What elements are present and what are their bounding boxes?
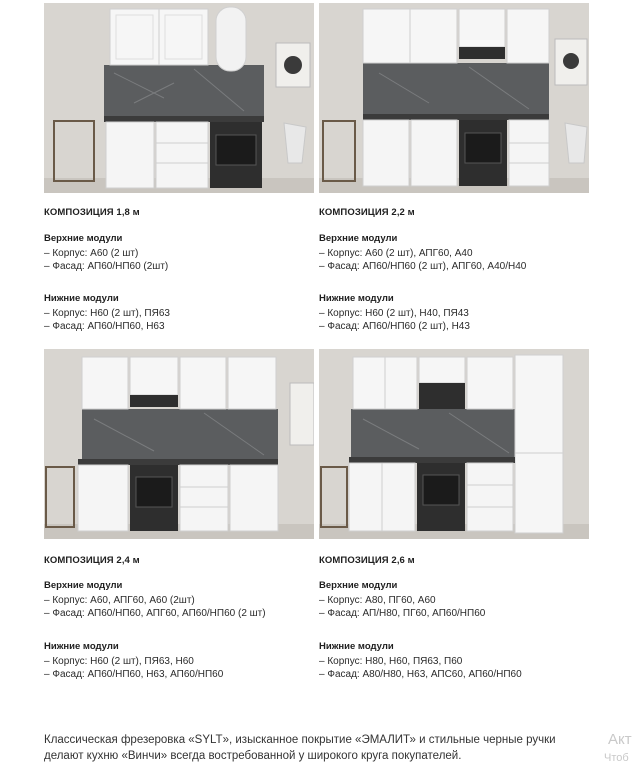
composition-card-3 [44, 349, 314, 679]
upper-modules-heading: Верхние модули [319, 233, 398, 244]
kitchen-photo-1 [44, 3, 314, 193]
lower-facade-line: – Фасад: АП60/НП60, Н63 [44, 321, 165, 332]
upper-body-line: – Корпус: А80, ПГ60, А60 [319, 595, 436, 606]
composition-card-2 [319, 3, 589, 333]
kitchen-photo-2 [319, 3, 589, 193]
composition-title: КОМПОЗИЦИЯ 1,8 м [44, 207, 140, 218]
composition-title: КОМПОЗИЦИЯ 2,6 м [319, 555, 415, 566]
upper-body-line: – Корпус: А60 (2 шт), АПГ60, А40 [319, 248, 473, 259]
kitchen-photo-4 [319, 349, 589, 539]
lower-facade-line: – Фасад: АП60/НП60 (2 шт), Н43 [319, 321, 470, 332]
kitchen-photo-3 [44, 349, 314, 539]
upper-facade-line: – Фасад: АП60/НП60 (2шт) [44, 261, 169, 272]
composition-card-4 [319, 349, 589, 679]
lower-body-line: – Корпус: Н60 (2 шт), Н40, ПЯ43 [319, 308, 469, 319]
lower-modules-heading: Нижние модули [44, 641, 119, 652]
upper-body-line: – Корпус: А60, АПГ60, А60 (2шт) [44, 595, 195, 606]
lower-modules-heading: Нижние модули [319, 293, 394, 304]
upper-modules-heading: Верхние модули [44, 580, 123, 591]
composition-title: КОМПОЗИЦИЯ 2,4 м [44, 555, 140, 566]
footer-description: Классическая фрезеровка «SYLT», изысканное покрытие «ЭМАЛИТ» и стильные черные ручки делают кухню «Винчи» всегда востребованной у широкого круга покупателей. [44, 734, 556, 762]
lower-body-line: – Корпус: Н80, Н60, ПЯ63, П60 [319, 656, 463, 667]
composition-card-1 [44, 3, 314, 333]
lower-body-line: – Корпус: Н60 (2 шт), ПЯ63, Н60 [44, 656, 194, 667]
upper-facade-line: – Фасад: АП60/НП60, АПГ60, АП60/НП60 (2 шт) [44, 608, 266, 619]
upper-facade-line: – Фасад: АП/Н80, ПГ60, АП60/НП60 [319, 608, 486, 619]
upper-body-line: – Корпус: А60 (2 шт) [44, 248, 139, 259]
upper-modules-heading: Верхние модули [44, 233, 123, 244]
composition-title: КОМПОЗИЦИЯ 2,2 м [319, 207, 415, 218]
activation-watermark-line2: Чтоб [604, 752, 629, 764]
activation-watermark-line1: Акт [608, 731, 632, 748]
lower-facade-line: – Фасад: АП60/НП60, Н63, АП60/НП60 [44, 669, 224, 680]
upper-facade-line: – Фасад: АП60/НП60 (2 шт), АПГ60, А40/Н40 [319, 261, 527, 272]
lower-facade-line: – Фасад: А80/Н80, Н63, АПС60, АП60/НП60 [319, 669, 522, 680]
lower-modules-heading: Нижние модули [319, 641, 394, 652]
lower-body-line: – Корпус: Н60 (2 шт), ПЯ63 [44, 308, 170, 319]
upper-modules-heading: Верхние модули [319, 580, 398, 591]
lower-modules-heading: Нижние модули [44, 293, 119, 304]
